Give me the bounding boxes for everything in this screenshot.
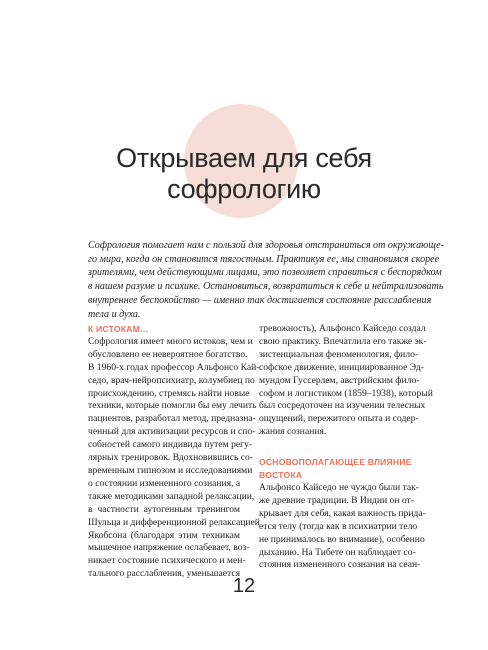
text-line: тревожность), Альфонсо Кайседо создал — [259, 323, 426, 334]
section-heading-east-line-1: ОСНОВОПОЛАГАЮЩЕЕ ВЛИЯНИЕ — [259, 457, 412, 468]
text-line: Шульца и дифференционной релаксацией — [88, 516, 260, 528]
text-line: софское движение, инициированное Эд- — [259, 361, 424, 373]
text-line: временным гипнозом и исследованиями — [88, 464, 253, 476]
section-heading-origins: К ИСТОКАМ… — [88, 324, 149, 334]
text-line: о состоянии измененного сознания, а — [88, 477, 241, 489]
intro-line: Софрология помогает нам с пользой для здоровья отстраниться от окружающе- — [88, 240, 444, 251]
text-line: Альфонсо Кайседо не чуждо были так- — [259, 481, 420, 493]
title-line-2: софрологию — [167, 174, 321, 204]
page-title — [0, 143, 488, 205]
text-line: мундом Гуссерлем, австрийским фило- — [259, 374, 420, 386]
section-spacer — [259, 439, 411, 456]
text-line: техники, которые помогли бы ему лечить — [88, 400, 257, 412]
text-line: тального расслабления, уменьшается — [88, 568, 240, 580]
section-heading-east-line-2: ВОСТОКА — [259, 470, 303, 481]
text-line: стояния измененного сознания на сеан- — [259, 559, 421, 571]
text-line: обусловлено ее невероятное богатство. — [88, 348, 248, 360]
intro-line: го мира, когда он становится тягостным. Практикуя ее, мы становимся скорее — [88, 253, 440, 265]
text-line: никает состояние психического и мен- — [88, 555, 246, 567]
text-line: седо, врач-нейропсихиатр, колумбиец по — [88, 374, 255, 386]
text-line: жания сознания. — [259, 426, 327, 438]
text-line: также методиками западной релаксации, — [88, 490, 255, 502]
text-line: пациентов, разработал метод, предназна- — [88, 413, 256, 425]
intro-paragraph — [88, 239, 444, 321]
text-line: лярных тренировок. Вдохновившись со- — [88, 452, 254, 464]
left-column — [88, 323, 260, 581]
text-line: не принималось во внимание), особенно — [259, 533, 425, 545]
text-line: софом и логистиком (1859–1938), который — [259, 387, 433, 399]
text-line: ощущений, пережитого опыта и содер- — [259, 413, 419, 425]
text-line: мышечное напряжение ослабевает, воз- — [88, 542, 250, 554]
text-line: в частности аутогенным тренингом — [88, 503, 240, 515]
text-line: Якобсона (благодаря этим техникам — [88, 529, 240, 541]
text-line: Софрология имеет много истоков, чем и — [88, 335, 253, 347]
title-line-1: Открываем для себя — [116, 143, 372, 173]
intro-line: в нашем разуме и психике. Остановиться, возвратиться к себе и нейтрализовать — [88, 281, 444, 293]
right-column — [259, 323, 433, 572]
page-number: 12 — [232, 575, 256, 597]
text-line: ется телу (тогда как в психиатрии тело — [259, 520, 418, 532]
text-line: был сосредоточен на изучении телесных — [259, 400, 426, 412]
text-line: дыханию. На Тибете он наблюдает со- — [259, 546, 416, 558]
text-line: же древние традиции. В Индии он от- — [259, 494, 414, 506]
text-line: зистенциальная феноменология, фило- — [259, 348, 419, 360]
intro-line: зрителями, чем действующими лицами, это позволяет справиться с беспорядком — [88, 267, 442, 279]
text-line: собностей самого индивида путем регу- — [88, 439, 253, 451]
text-line: свою практику. Впечатлила его также эк- — [259, 335, 427, 347]
intro-line: тела и духа. — [88, 308, 141, 320]
intro-line: внутреннее беспокойство — именно так достигается состояние расслабления — [88, 294, 432, 306]
text-line: В 1960-х годах профессор Альфонсо Кай- — [88, 361, 260, 373]
text-line: ченный для активизации ресурсов и спо- — [88, 426, 256, 438]
text-line: происхождению, стремясь найти новые — [88, 387, 250, 399]
text-line: крывает для себя, какая важность прида- — [259, 507, 426, 519]
